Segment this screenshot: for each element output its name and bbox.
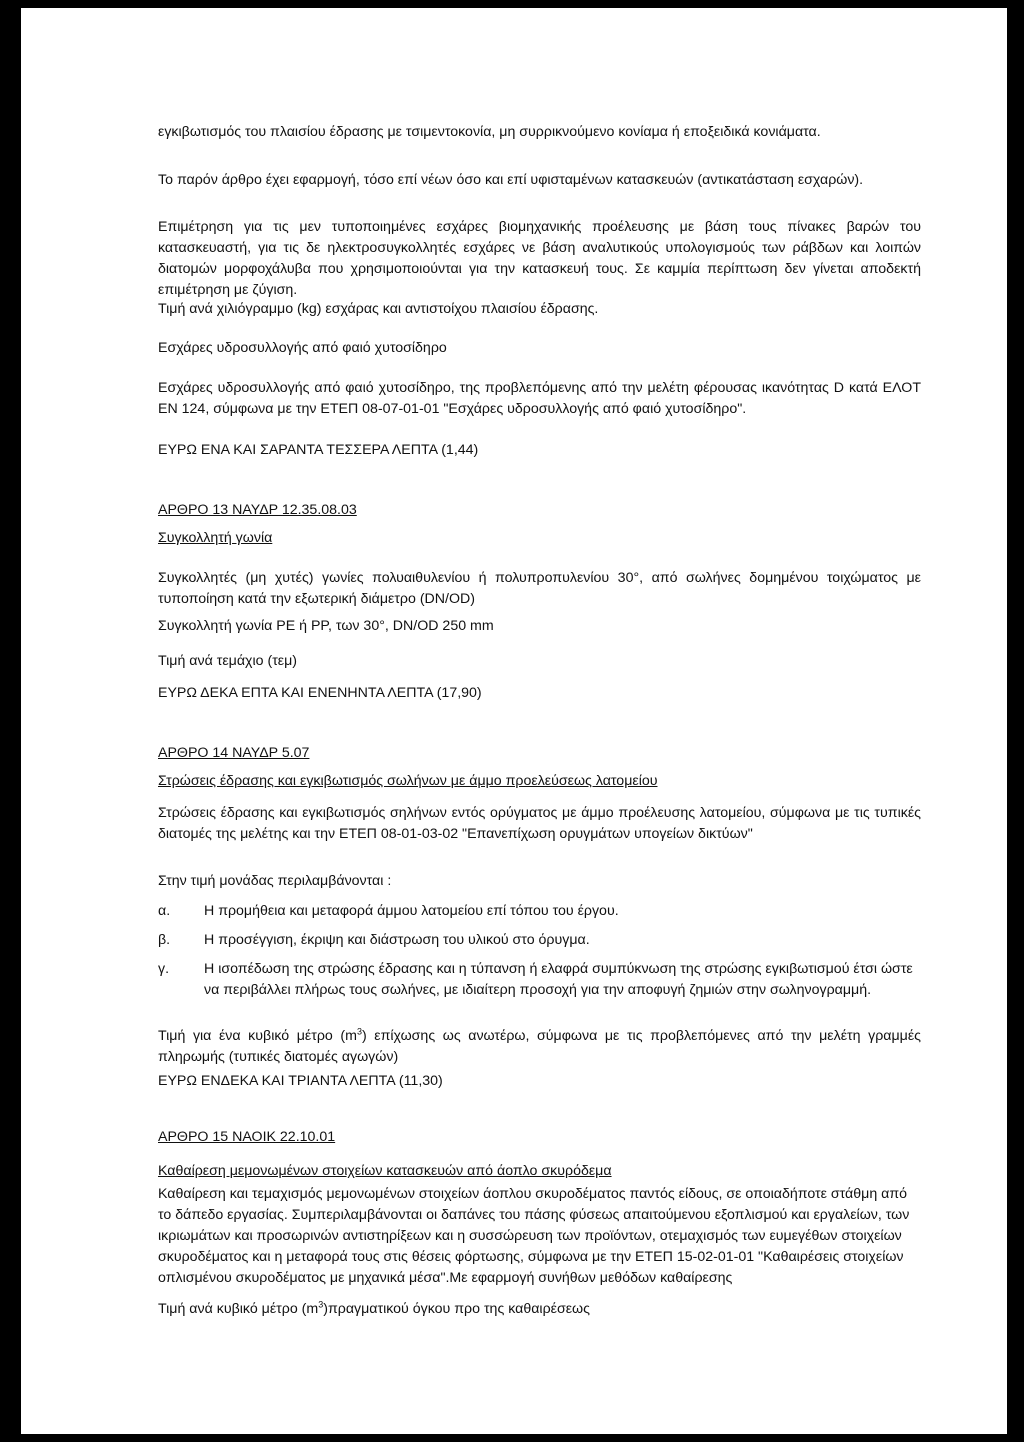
list-item-text: Η ισοπέδωση της στρώσης έδρασης και η τύπανση ή ελαφρά συμπύκνωση της στρώσης εγκιβωτισμού έτσι ώστε να περιβάλλει πλήρως τους σωλήνες, με ιδιαίτερη προσοχή για την αποφυγή ζημιών στην σωληνογραμμή. bbox=[204, 961, 913, 998]
article-14-price: ΕΥΡΩ ΕΝΔΕΚΑ ΚΑΙ ΤΡΙΑΝΤΑ ΛΕΠΤΑ (11,30) bbox=[158, 1073, 443, 1089]
article-14-includes: Στην τιμή μονάδας περιλαμβάνονται : bbox=[158, 873, 392, 889]
article-15-description: Καθαίρεση και τεμαχισμός μεμονωμένων στοιχείων άοπλου σκυροδέματος παντός είδους, σε οποιαδήποτε στάθμη από το δάπεδο εργασίας. Συμπεριλαμβάνονται οι δαπάνες του πάσης φύσεως απαιτούμενου εξοπλισμού και εργαλείων, των ικριωμάτων και προσωρινών αντιστηρίξεων και η συσσώρευση των προϊόντων, οτεμαχισμός των ευμεγέθων στοιχείων σκυροδέματος και η μεταφορά τους στις θέσεις φόρτωσης, σύμφωνα με την ΕΤΕΠ 15-02-01-01 "Καθαιρέσεις στοιχείων οπλισμένου σκυροδέματος με μηχανικά μέσα".Με εφαρμογή συνήθων μεθόδων καθαίρεσης bbox=[158, 1186, 910, 1286]
unit-superscript: 3 bbox=[356, 1026, 362, 1037]
article-15-title: Καθαίρεση μεμονωμένων στοιχείων κατασκευών από άοπλο σκυρόδεμα bbox=[158, 1163, 612, 1179]
article-13-unit: Τιμή ανά τεμάχιο (τεμ) bbox=[158, 653, 298, 669]
article-13-description: Συγκολλητές (μη χυτές) γωνίες πολυαιθυλενίου ή πολυπροπυλενίου 30°, από σωλήνες δομημένου τοιχώματος με τυποποίηση κατά την εξωτερική διάμετρο (DN/OD) bbox=[158, 570, 921, 607]
unit-text-end: )πραγματικού όγκου προ της καθαιρέσεως bbox=[323, 1301, 590, 1317]
unit-text-start: Τιμή ανά κυβικό μέτρο (m bbox=[158, 1301, 319, 1317]
article-13-code: ΑΡΘΡΟ 13 ΝΑΥΔΡ 12.35.08.03 bbox=[158, 502, 357, 518]
grate-description: Εσχάρες υδροσυλλογής από φαιό χυτοσίδηρο, της προβλεπόμενης από την μελέτη φέρουσας ικανότητας D κατά ΕΛΟΤ ΕΝ 124, σύμφωνα με την ΕΤΕΠ 08-07-01-01 "Εσχάρες υδροσυλλογής από φαιό χυτοσίδηρο". bbox=[158, 380, 921, 417]
article-14-title: Στρώσεις έδρασης και εγκιβωτισμός σωλήνων με άμμο προελεύσεως λατομείου bbox=[158, 773, 658, 789]
grate-heading: Εσχάρες υδροσυλλογής από φαιό χυτοσίδηρο bbox=[158, 340, 447, 356]
intro-paragraph-1: εγκιβωτισμός του πλαισίου έδρασης με τσιμεντοκονία, μη συρρικνούμενο κονίαμα ή εποξειδικά κονιάματα. bbox=[158, 124, 821, 140]
document-page bbox=[21, 8, 1007, 1434]
article-14-code: ΑΡΘΡΟ 14 ΝΑΥΔΡ 5.07 bbox=[158, 745, 310, 761]
list-item-label: β. bbox=[158, 932, 171, 948]
article-14-description: Στρώσεις έδρασης και εγκιβωτισμός σηλήνων εντός ορύγματος με άμμο προέλευσης λατομείου, σύμφωνα με τις τυπικές διατομές της μελέτης και την ΕΤΕΠ 08-01-03-02 "Επανεπίχωση ορυγμάτων υπογείων δικτύων" bbox=[158, 805, 921, 842]
unit-text-end: ) επίχωσης ως ανωτέρω, σύμφωνα με τις προβλεπόμενες από την μελέτη γραμμές πληρωμής (τυπικές διατομές αγωγών) bbox=[158, 1028, 921, 1065]
measurement-paragraph: Επιμέτρηση για τις μεν τυποποιημένες εσχάρες βιομηχανικής προέλευσης με βάση τους πίνακες βαρών του κατασκευαστή, για τις δε ηλεκτροσυγκολλητές εσχάρες νε βάση αναλυτικούς υπολογισμούς των ράβδων και λοιπών διατομών μορφοχάλυβα που χρησιμοποιούνται για την κατασκευή τους. Σε καμμία περίπτωση δεν γίνεται αποδεκτή επιμέτρηση με ζύγιση. bbox=[158, 219, 921, 298]
price-unit-text: Τιμή ανά χιλιόγραμμο (kg) εσχάρας και αντιστοίχου πλαισίου έδρασης. bbox=[158, 301, 599, 317]
intro-paragraph-2: Το παρόν άρθρο έχει εφαρμογή, τόσο επί νέων όσο και επί υφισταμένων κατασκευών (αντικατάσταση εσχαρών). bbox=[158, 172, 864, 188]
article-15-unit bbox=[158, 1299, 921, 1320]
article-15-code: ΑΡΘΡΟ 15 ΝΑΟΙΚ 22.10.01 bbox=[158, 1129, 336, 1145]
list-item-text: Η προσέγγιση, έκριψη και διάστρωση του υλικού στο όρυγμα. bbox=[204, 932, 590, 948]
list-item-text: Η προμήθεια και μεταφορά άμμου λατομείου επί τόπου του έργου. bbox=[204, 903, 619, 919]
list-item-label: α. bbox=[158, 903, 171, 919]
article-13-price: ΕΥΡΩ ΔΕΚΑ ΕΠΤΑ ΚΑΙ ΕΝΕΝΗΝΤΑ ΛΕΠΤΑ (17,90) bbox=[158, 685, 482, 701]
article-13-title: Συγκολλητή γωνία bbox=[158, 530, 273, 546]
grate-price: ΕΥΡΩ ΕΝΑ ΚΑΙ ΣΑΡΑΝΤΑ ΤΕΣΣΕΡΑ ΛΕΠΤΑ (1,44) bbox=[158, 442, 479, 458]
unit-superscript: 3 bbox=[318, 1299, 324, 1310]
article-13-item: Συγκολλητή γωνία PE ή PP, των 30°, DN/OD 250 mm bbox=[158, 618, 494, 634]
article-14-unit bbox=[158, 1026, 921, 1068]
list-item-label: γ. bbox=[158, 961, 170, 977]
unit-text-start: Τιμή για ένα κυβικό μέτρο (m bbox=[158, 1028, 357, 1044]
